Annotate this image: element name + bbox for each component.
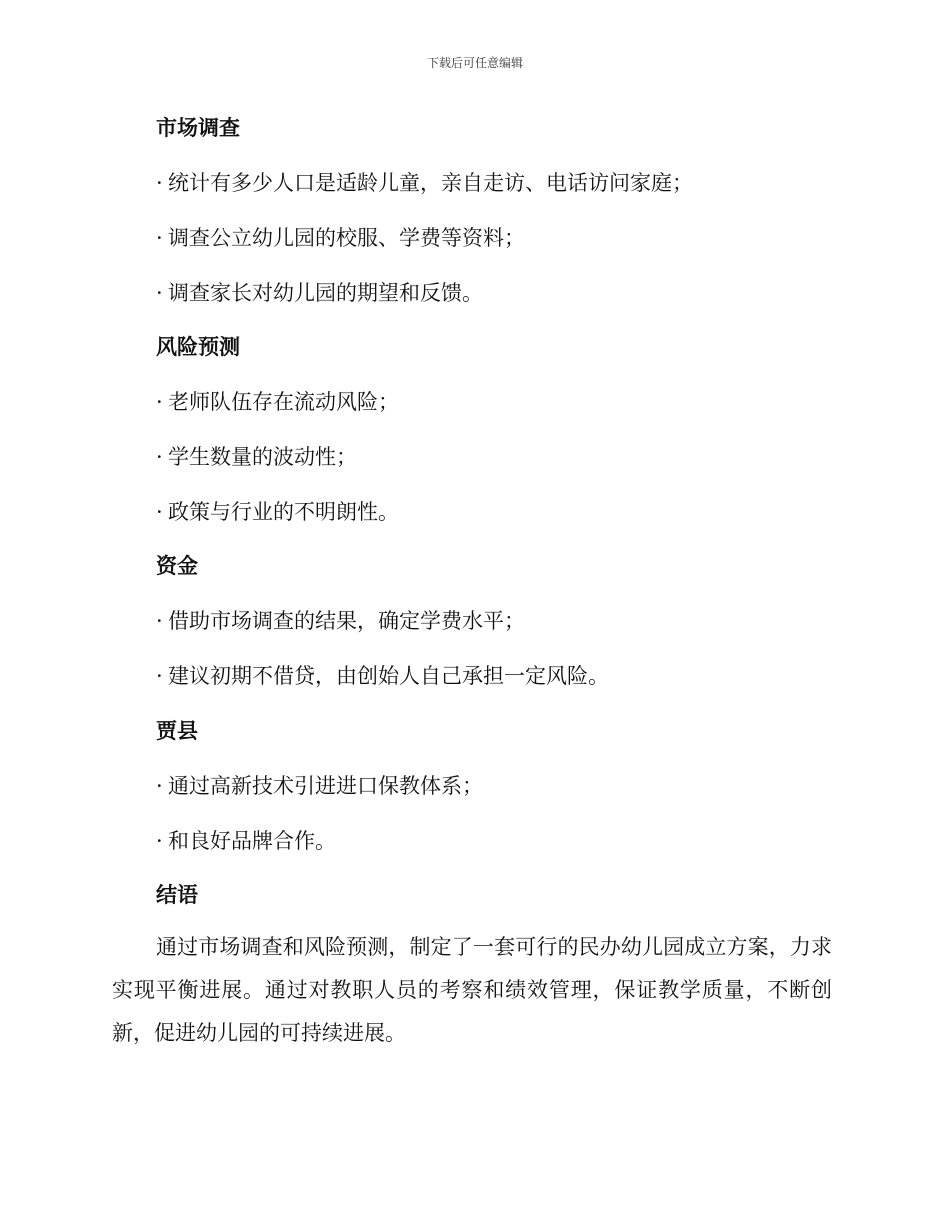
list-item: · 政策与行业的不明朗性。 xyxy=(156,500,399,524)
section-title-risk-forecast: 风险预测 xyxy=(156,335,240,359)
list-item: · 调查公立幼儿园的校服、学费等资料； xyxy=(156,226,525,250)
list-item: · 老师队伍存在流动风险； xyxy=(156,390,399,414)
section-title-funding: 资金 xyxy=(156,554,198,578)
list-item: · 借助市场调查的结果，确定学费水平； xyxy=(156,609,525,633)
section-title-conclusion: 结语 xyxy=(156,883,198,907)
bullet-icon: · xyxy=(156,609,163,633)
section-title-market-research: 市场调查 xyxy=(156,116,240,140)
list-item: · 统计有多少人口是适龄儿童，亲自走访、电话访问家庭； xyxy=(156,171,693,195)
bullet-icon: · xyxy=(156,500,163,524)
bullet-icon: · xyxy=(156,390,163,414)
list-item: · 和良好品牌合作。 xyxy=(156,829,336,853)
page-header: 下载后可任意编辑 xyxy=(426,56,523,70)
bullet-icon: · xyxy=(156,445,163,469)
list-item: · 通过高新技术引进进口保教体系； xyxy=(156,774,483,798)
list-item: · 调查家长对幼儿园的期望和反馈。 xyxy=(156,281,483,305)
bullet-icon: · xyxy=(156,664,163,688)
bullet-icon: · xyxy=(156,281,163,305)
bullet-icon: · xyxy=(156,774,163,798)
bullet-icon: · xyxy=(156,226,163,250)
list-item: · 建议初期不借贷，由创始人自己承担一定风险。 xyxy=(156,664,609,688)
list-item: · 学生数量的波动性； xyxy=(156,445,357,469)
bullet-icon: · xyxy=(156,829,163,853)
bullet-icon: · xyxy=(156,171,163,195)
conclusion-paragraph: 通过市场调查和风险预测，制定了一套可行的民办幼儿园成立方案，力求实现平衡进展。通过对教职人员的考察和绩效管理，保证教学质量，不断创新，促进幼儿园的可持续进展。 xyxy=(112,935,832,1045)
section-title-jiaxian: 贾县 xyxy=(156,719,198,743)
